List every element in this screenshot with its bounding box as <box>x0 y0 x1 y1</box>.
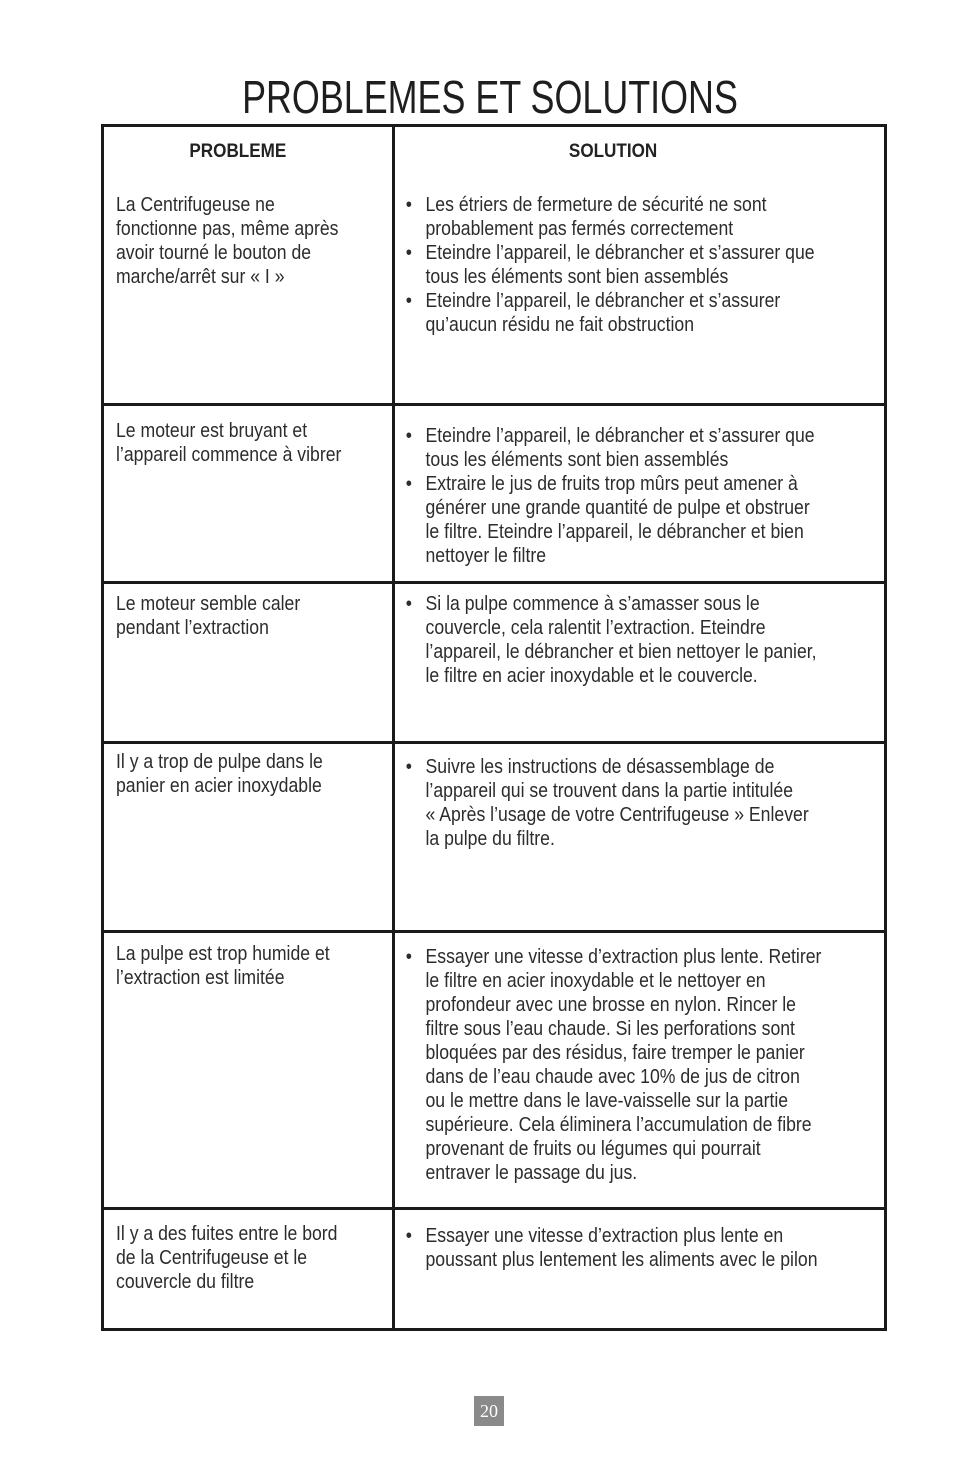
solution-cell <box>404 592 886 688</box>
solution-item <box>404 1224 886 1272</box>
solution-cell <box>404 1224 886 1272</box>
bullet: • <box>405 592 412 615</box>
bullet: • <box>405 945 412 968</box>
solution-item <box>404 424 886 472</box>
problem-cell: Le moteur est bruyant et l’appareil commence à vibrer <box>116 419 342 466</box>
solution-item <box>404 592 886 688</box>
solution-item <box>404 755 886 851</box>
solution-text: Suivre les instructions de désassemblage de l’appareil qui se trouvent dans la partie intitulée « Après l’usage de votre Centrifugeuse » Enlever la pulpe du filtre. <box>425 755 809 850</box>
solution-item <box>404 193 886 241</box>
solution-cell <box>404 945 886 1185</box>
solution-text: Les étriers de fermeture de sécurité ne sont probablement pas fermés correctement <box>425 193 767 240</box>
solution-item <box>404 289 886 337</box>
bullet: • <box>405 289 412 312</box>
row-divider <box>104 741 884 744</box>
solution-cell <box>404 424 886 568</box>
solution-text: Eteindre l’appareil, le débrancher et s’assurer qu’aucun résidu ne fait obstruction <box>425 289 781 336</box>
problem-cell: Il y a des fuites entre le bord de la Centrifugeuse et le couvercle du filtre <box>116 1222 338 1293</box>
solution-cell <box>404 755 886 851</box>
solution-text: Eteindre l’appareil, le débrancher et s’assurer que tous les éléments sont bien assemblés <box>425 424 815 471</box>
solution-text: Essayer une vitesse d’extraction plus lente. Retirer le filtre en acier inoxydable et le nettoyer en profondeur avec une brosse en nylon. Rincer le filtre sous l’eau chaude. Si les perforations sont bloquées par des résidus, faire tremper le panier dans de l’eau chaude avec 10% de jus de citron ou le mettre dans le lave-vaisselle sur la partie supérieure. Cela éliminera l’accumulation de fibre provenant de fruits ou légumes qui pourrait entraver le passage du jus. <box>425 945 822 1184</box>
solution-text: Si la pulpe commence à s’amasser sous le couvercle, cela ralentit l’extraction. Eteindre l’appareil, le débrancher et bien nettoyer le panier, le filtre en acier inoxydable et le couvercle. <box>425 592 817 687</box>
problem-cell: La pulpe est trop humide et l’extraction est limitée <box>116 942 330 989</box>
page-title: PROBLEMES ET SOLUTIONS <box>242 71 738 123</box>
solution-item <box>404 472 886 568</box>
solution-text: Essayer une vitesse d’extraction plus lente en poussant plus lentement les aliments avec le pilon <box>425 1224 818 1271</box>
column-divider <box>392 127 395 1328</box>
page-number: 20 <box>474 1396 504 1426</box>
problem-cell: Le moteur semble caler pendant l’extraction <box>116 592 301 639</box>
row-divider <box>104 1207 884 1210</box>
troubleshooting-table <box>101 124 887 1331</box>
solution-item <box>404 241 886 289</box>
row-divider <box>104 403 884 406</box>
bullet: • <box>405 1224 412 1247</box>
bullet: • <box>405 472 412 495</box>
problem-cell: La Centrifugeuse ne fonctionne pas, même après avoir tourné le bouton de marche/arrêt sur « I » <box>116 193 339 288</box>
bullet: • <box>405 241 412 264</box>
solution-text: Eteindre l’appareil, le débrancher et s’assurer que tous les éléments sont bien assemblés <box>425 241 815 288</box>
row-divider <box>104 930 884 933</box>
header-problem: PROBLEME <box>189 141 287 162</box>
bullet: • <box>405 193 412 216</box>
bullet: • <box>405 755 412 778</box>
solution-item <box>404 945 886 1185</box>
solution-cell <box>404 193 886 337</box>
row-divider <box>104 581 884 584</box>
bullet: • <box>405 424 412 447</box>
problem-cell: Il y a trop de pulpe dans le panier en acier inoxydable <box>116 750 323 797</box>
solution-text: Extraire le jus de fruits trop mûrs peut amener à générer une grande quantité de pulpe et obstruer le filtre. Eteindre l’appareil, le débrancher et bien nettoyer le filtre <box>425 472 810 567</box>
header-solution: SOLUTION <box>568 141 658 162</box>
